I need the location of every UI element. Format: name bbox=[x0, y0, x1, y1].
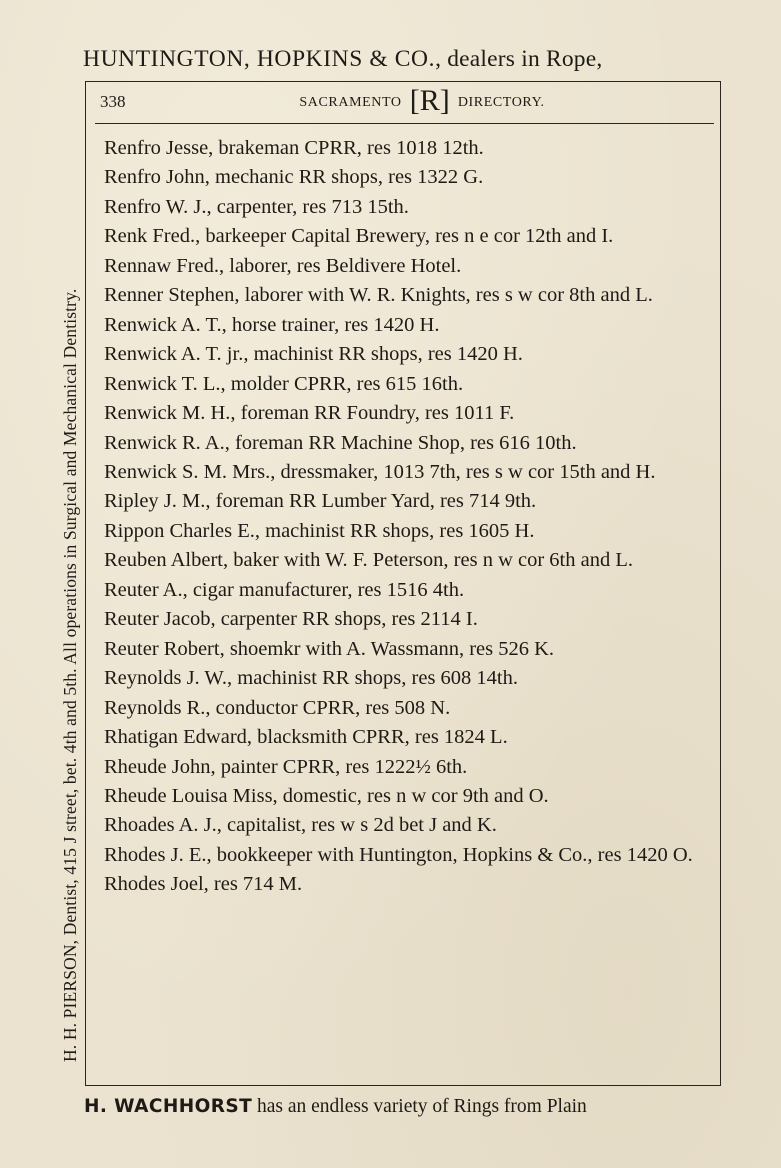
directory-entry: Reynolds J. W., machinist RR shops, res 608 14th. bbox=[104, 667, 519, 690]
page-header bbox=[86, 82, 720, 124]
running-head-left: SACRAMENTO bbox=[299, 95, 402, 110]
running-head-right: DIRECTORY. bbox=[457, 95, 545, 110]
directory-entry: Rhoades A. J., capitalist, res w s 2d bet J and K. bbox=[104, 814, 497, 837]
directory-entry: Renk Fred., barkeeper Capital Brewery, res n e cor 12th and I. bbox=[104, 225, 614, 248]
advertisement-text: has an endless variety of Rings from Plain bbox=[252, 1096, 587, 1117]
directory-entries bbox=[104, 134, 708, 900]
directory-entry: Rippon Charles E., machinist RR shops, res 1605 H. bbox=[104, 519, 535, 542]
directory-entry: Renfro W. J., carpenter, res 713 15th. bbox=[104, 195, 409, 218]
directory-entry: Rhodes Joel, res 714 M. bbox=[104, 873, 303, 896]
top-advertisement bbox=[83, 44, 733, 74]
directory-entry: Reynolds R., conductor CPRR, res 508 N. bbox=[104, 696, 451, 719]
directory-entry: Renwick A. T. jr., machinist RR shops, res 1420 H. bbox=[104, 343, 523, 366]
directory-entry: Reuter Robert, shoemkr with A. Wassmann, res 526 K. bbox=[104, 637, 555, 660]
directory-entry: Rheude Louisa Miss, domestic, res n w cor 9th and O. bbox=[104, 784, 549, 807]
directory-page-frame bbox=[85, 81, 721, 1086]
directory-entry: Reuter Jacob, carpenter RR shops, res 2114 I. bbox=[104, 608, 478, 631]
advertiser-name: H. WACHHORST bbox=[84, 1096, 253, 1117]
directory-entry: Reuter A., cigar manufacturer, res 1516 4th. bbox=[104, 578, 465, 601]
directory-entry: Ripley J. M., foreman RR Lumber Yard, res 714 9th. bbox=[104, 490, 537, 513]
advertiser-name: HUNTINGTON, HOPKINS & CO. bbox=[83, 46, 436, 72]
bottom-advertisement bbox=[84, 1094, 734, 1120]
side-advertisement: H. H. PIERSON, Dentist, 415 J street, bet. 4th and 5th. All operations in Surgical and Mechanical Dentistry. bbox=[60, 288, 80, 1062]
directory-entry: Renfro John, mechanic RR shops, res 1322 G. bbox=[104, 166, 484, 189]
directory-entry: Renwick S. M. Mrs., dressmaker, 1013 7th, res s w cor 15th and H. bbox=[104, 460, 656, 483]
directory-entry: Renwick M. H., foreman RR Foundry, res 1011 F. bbox=[104, 402, 515, 425]
directory-entry: Renwick R. A., foreman RR Machine Shop, res 616 10th. bbox=[104, 431, 577, 454]
directory-entry: Renwick T. L., molder CPRR, res 615 16th. bbox=[104, 372, 464, 395]
page-number: 338 bbox=[100, 92, 126, 111]
directory-entry: Reuben Albert, baker with W. F. Peterson, res n w cor 6th and L. bbox=[104, 549, 633, 572]
directory-entry: Rhodes J. E., bookkeeper with Huntington, Hopkins & Co., res 1420 O. bbox=[104, 843, 693, 866]
section-letter: [R] bbox=[409, 84, 450, 117]
header-rule bbox=[95, 123, 714, 124]
directory-entry: Renfro Jesse, brakeman CPRR, res 1018 12th. bbox=[104, 137, 484, 159]
directory-entry: Renwick A. T., horse trainer, res 1420 H. bbox=[104, 313, 440, 336]
directory-entry: Rennaw Fred., laborer, res Beldivere Hotel. bbox=[104, 254, 462, 277]
directory-entry: Renner Stephen, laborer with W. R. Knights, res s w cor 8th and L. bbox=[104, 284, 653, 307]
advertisement-text: , dealers in Rope, bbox=[435, 46, 603, 72]
directory-entry: Rheude John, painter CPRR, res 1222½ 6th. bbox=[104, 755, 468, 778]
directory-entry: Rhatigan Edward, blacksmith CPRR, res 1824 L. bbox=[104, 726, 508, 749]
running-head bbox=[86, 85, 720, 119]
